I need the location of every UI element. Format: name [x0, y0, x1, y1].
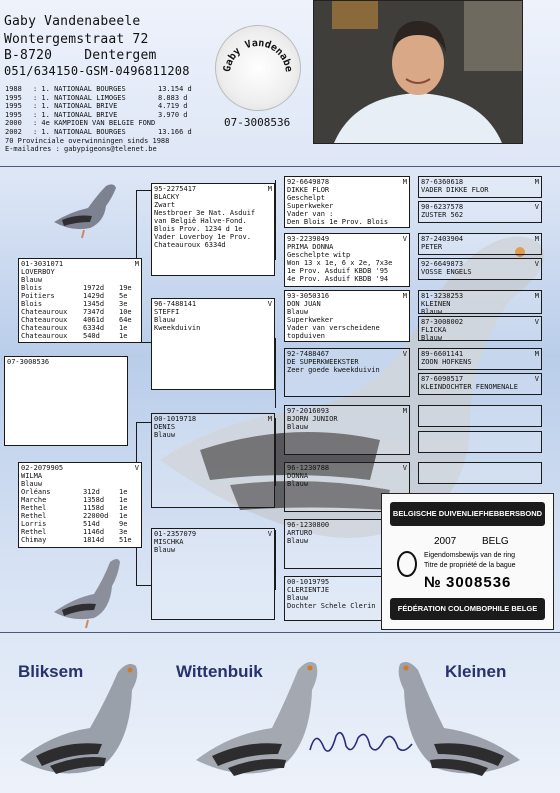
gp-box-1[interactable]: 95-2275417 M BLACKY Zwart Nestbroer 3e Nat. Asduif van België Halve-Fond. Blois Prov. 1234 d 1e Vader Loverboy 1e Prov. Chateauroux 6334d — [151, 183, 275, 276]
gggp-box-3[interactable]: 87-2403904 M PETER — [418, 233, 542, 255]
svg-text:Gaby Vandenabeele: Gaby Vandenabe — [222, 37, 295, 73]
ggp-box-7[interactable]: 96-1230800 ARTURO Blauw — [284, 519, 410, 569]
dam-box[interactable]: 02-2079905 V WILMA Blauw Orléans 312d 1e Marche 1358d 1e Rethel 1158d 1e Rethel 22000d 1e Lorris 514d 9e Rethel 1146d 3e Chimay 1814d 51e — [18, 462, 142, 548]
gggp-box-2[interactable]: 90-6237578 V ZUSTER 562 — [418, 201, 542, 223]
footer-divider — [0, 632, 560, 633]
sire-box[interactable]: 01-3031071 M LOVERBOY Blauw Blois 1972d 19e Poitiers 1429d 5e Blois 1345d 3e Chateauroux 7347d 10e Chateauroux 4061d 64e Chateauroux 6334d 1e Chateauroux 540d 1e — [18, 258, 142, 343]
cert-country: BELG — [482, 536, 509, 547]
line-gp2 — [275, 338, 276, 408]
cert-year: 2007 — [434, 536, 457, 547]
cert-prop-fr: Titre de propriété de la bague — [424, 562, 516, 569]
gggp-box-8[interactable]: 87-6090517 V KLEINDOCHTER FENOMENALE — [418, 373, 542, 395]
line-sire-top — [136, 190, 151, 191]
caption-center: Wittenbuik — [176, 662, 263, 681]
ggp-box-2[interactable]: 93-2239049 V PRIMA DONNA Geschelpte witp Won 13 x 1e, 6 x 2e, 7x3e 1e Prov. Asduif KBDB '95 4e Prov. Asduif KBDB '94 — [284, 233, 410, 287]
owner-phone: 051/634150-GSM-0496811208 — [4, 64, 190, 78]
owner-name: Gaby Vandenabeele — [4, 14, 141, 29]
line-dam-top — [136, 422, 151, 423]
small-pigeon-bottom — [48, 552, 128, 632]
gggp-box-empty-3[interactable] — [418, 462, 542, 484]
owner-street: Wontergemstraat 72 — [4, 32, 149, 47]
ggp-box-3[interactable]: 93-3050316 M DON JUAN Blauw Superkweker Vader van verscheidene topduiven — [284, 290, 410, 342]
ring-icon — [396, 550, 418, 578]
cert-prop-nl: Eigendomsbewijs van de ring — [424, 552, 516, 559]
subject-box[interactable]: 07-3008536 — [4, 356, 128, 446]
owner-photo — [313, 0, 523, 144]
ring-certificate — [381, 493, 554, 630]
pigeon-photo-left — [10, 650, 150, 790]
gggp-box-1[interactable]: 87-6360618 M VADER DIKKE FLOR — [418, 176, 542, 198]
caption-right: Kleinen — [445, 662, 507, 681]
gggp-box-empty-2[interactable] — [418, 431, 542, 453]
ggp-box-4[interactable]: 92-7488467 V DE SUPERKWEEKSTER Zeer goede kweekduivin — [284, 348, 410, 397]
results-list: 1988 : 1. NATIONAAL BOURGES 13.154 d 1995 : 1. NATIONAAL LIMOGES 8.883 d 1995 : 1. NATIONAAL BRIVE 4.719 d 1995 : 1. NATIONAAL BRIVE 3.970 d 2000 : 4e KAMPIOEN VAN BELGIE FOND 2002 : 1. NATIONAAL BOURGES 13.166 d 70 Provinciale overwinningen sinds 1988 E-mailadres : gabypigeons@telenet.be — [5, 85, 192, 154]
signature — [306, 722, 416, 762]
caption-left: Bliksem — [18, 662, 84, 681]
gggp-box-6[interactable]: 87-3008002 V FLICKA Blauw — [418, 316, 542, 341]
gp-box-4[interactable]: 01-2357079 V MISCHKA Blauw — [151, 528, 275, 620]
gp-box-3[interactable]: 00-1019718 M DENIS Blauw — [151, 413, 275, 508]
ring-number-header: 07-3008536 — [224, 116, 291, 129]
cert-org-nl: BELGISCHE DUIVENLIEFHEBBERSBOND — [390, 502, 545, 526]
ggp-box-5[interactable]: 97-2016093 M BJORN JUNIOR Blauw — [284, 405, 410, 455]
gp-box-2[interactable]: 96-7488141 V STEFFI Blauw Kweekduivin — [151, 298, 275, 390]
ggp-box-1[interactable]: 92-6649878 M DIKKE FLOR Geschelpt Superkweker Vader van : Den Blois 1e Prov. Blois — [284, 176, 410, 228]
gggp-box-5[interactable]: 81-3238253 M KLEINEN Blauw — [418, 290, 542, 314]
header-divider — [0, 166, 560, 167]
gggp-box-7[interactable]: 89-6601141 M ZOON HOFKENS — [418, 348, 542, 370]
cert-org-fr: FÉDÉRATION COLOMBOPHILE BELGE — [390, 598, 545, 620]
gggp-box-empty-1[interactable] — [418, 405, 542, 427]
ggp-box-6[interactable]: 96-1230788 V DONNA Blauw — [284, 462, 410, 512]
line-gp4 — [275, 530, 276, 590]
cert-number: 3008536 — [446, 574, 512, 591]
owner-stamp — [215, 25, 301, 111]
line-dam-bottom — [136, 585, 151, 586]
cert-no-label: № — [424, 574, 441, 591]
pigeon-photo-center — [186, 650, 336, 790]
line-gp1 — [275, 180, 276, 260]
small-pigeon-top — [48, 176, 120, 242]
owner-city: B-8720 Dentergem — [4, 48, 157, 63]
line-gp3 — [275, 418, 276, 486]
pigeon-photo-right — [380, 650, 530, 790]
ggp-box-8[interactable]: 00-1019795 CLERIENTJE Blauw Dochter Schele Clerin — [284, 576, 410, 621]
gggp-box-4[interactable]: 92-6649873 V VOSSE ENGELS — [418, 258, 542, 280]
